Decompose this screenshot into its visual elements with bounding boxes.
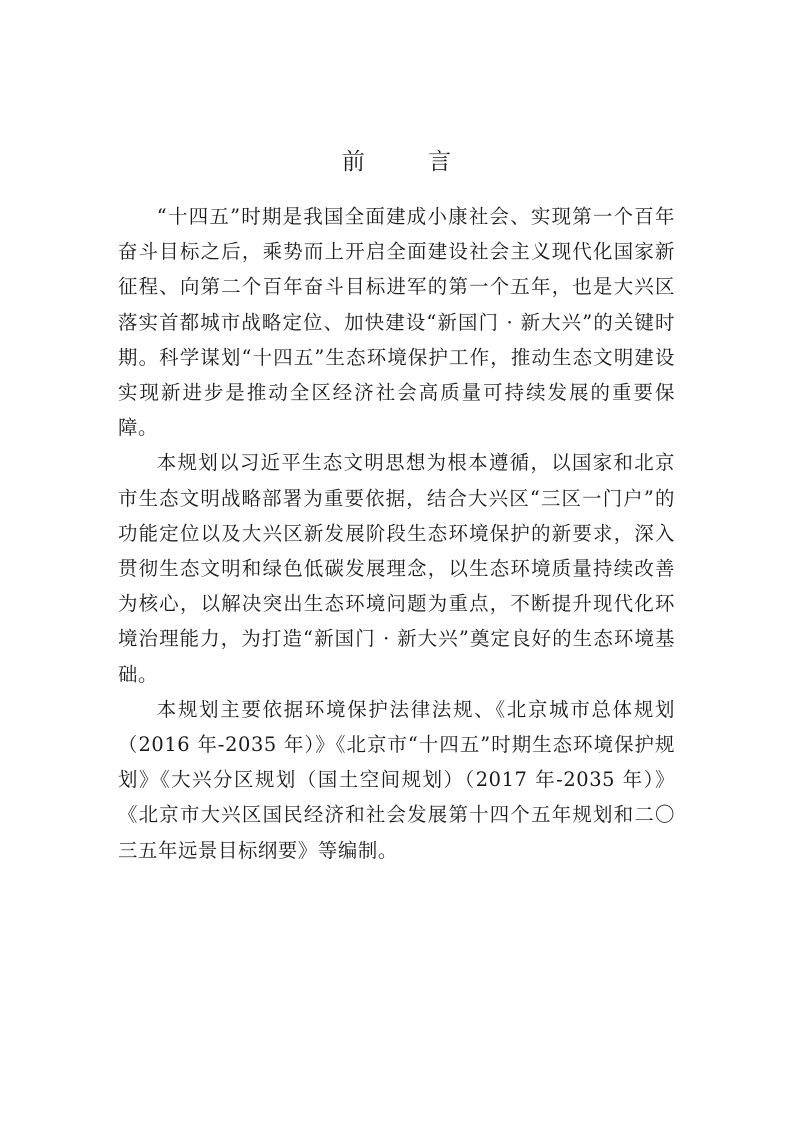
page-title: 前 言 <box>341 149 480 175</box>
paragraph-basis: 本规划主要依据环境保护法律法规、《北京城市总体规划（2016 年-2035 年）》《北京市“十四五”时期生态环境保护规划》《大兴分区规划（国土空间规划）（2017 年-2035 年）》《北京市大兴区国民经济和社会发展第十四个五年规划和二〇三五年远景目标纲要》等编制。 <box>118 697 675 862</box>
paragraph-intro: “十四五”时期是我国全面建成小康社会、实现第一个百年奋斗目标之后，乘势而上开启全面建设社会主义现代化国家新征程、向第二个百年奋斗目标进军的第一个五年，也是大兴区落实首都城市战略定位、加快建设“新国门 · 新大兴”的关键时期。科学谋划“十四五”生态环境保护工作，推动生态文明建设实现新进步是推动全区经济社会高质量可持续发展的重要保障。 <box>118 205 675 440</box>
document-body <box>118 199 675 868</box>
paragraph-principles: 本规划以习近平生态文明思想为根本遵循，以国家和北京市生态文明战略部署为重要依据，结合大兴区“三区一门户”的功能定位以及大兴区新发展阶段生态环境保护的新要求，深入贯彻生态文明和绿色低碳发展理念，以生态环境质量持续改善为核心，以解决突出生态环境问题为重点，不断提升现代化环境治理能力，为打造“新国门 · 新大兴”奠定良好的生态环境基础。 <box>118 451 675 686</box>
